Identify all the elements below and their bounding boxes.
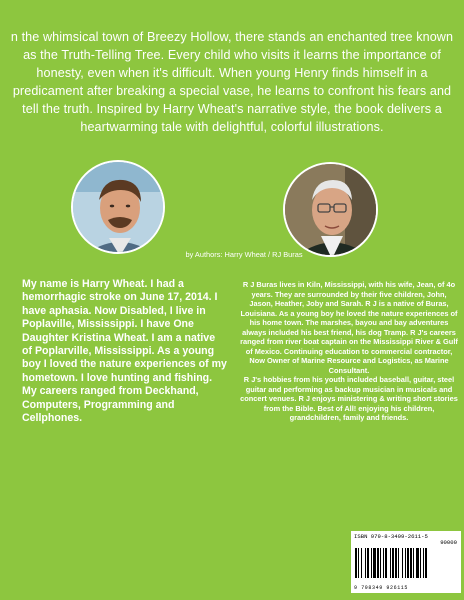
portrait-right-image	[285, 164, 378, 257]
back-cover-blurb: n the whimsical town of Breezy Hollow, there stands an enchanted tree known as the Truth-Telling Tree. Every child who visits it learns the importance of honesty, even when it's difficult. When young Henry finds himself in a predicament after breaking a special vase, he learns to confront his fears and tell the truth. Inspired by Harry Wheat's narrative style, the book delivers a heartwarming tale with delightful, colorful illustrations.	[10, 30, 454, 134]
bio-harry-wheat: My name is Harry Wheat. I had a hemorrhagic stroke on June 17, 2014. I have aphasia. Now Disabled, I live in Poplaville, Mississippi. I have One Daughter Kristina Wheat. I am a native of Poplarville, Mississippi. As a young boy I loved the nature experiences of my hometown. I love hunting and fishing. My careers ranged from Deckhand, Computers, Programming and Cellphones.	[22, 278, 227, 425]
bio-rj-buras	[240, 280, 458, 423]
author-byline: by Authors: Harry Wheat / RJ Buras	[185, 250, 303, 259]
bio-rj-buras-paragraph-2: R J's hobbies from his youth included baseball, guitar, steel guitar and performing as backup musician in musicals and concert venues. R J enjoys ministering & writing short stories from the Bible. Best of All! enjoying his children, grandchildren, family and friends.	[240, 375, 458, 422]
bio-rj-buras-paragraph-1: R J Buras lives in Kiln, Mississippi, with his wife, Jean, of 4o years. They are surrounded by their five children, John, Jason, Heather, Joby and Sarah. R J is a native of Buras, Louisiana. As a young boy he loved the nature experiences of his home town. The marshes, bayou and bay adventures always included his best friend, his dog Tramp. R J's careers ranged from river boat captain on the Mississippi River & Gulf of Mexico. Continuing education to commercial contractor, Now Owner of Marine Resource and Logistics, as Marine Consultant.	[240, 280, 458, 375]
isbn-text-bottom: 9 798349 926115	[354, 585, 409, 591]
author-photo-harry-wheat	[71, 160, 165, 254]
barcode-bars	[355, 548, 457, 578]
author-photo-rj-buras	[283, 162, 378, 257]
price-code: 90000	[440, 539, 457, 546]
isbn-text-top: ISBN 979-8-3499-2611-5	[354, 533, 428, 540]
portrait-left-image	[73, 162, 165, 254]
isbn-barcode	[351, 531, 461, 593]
